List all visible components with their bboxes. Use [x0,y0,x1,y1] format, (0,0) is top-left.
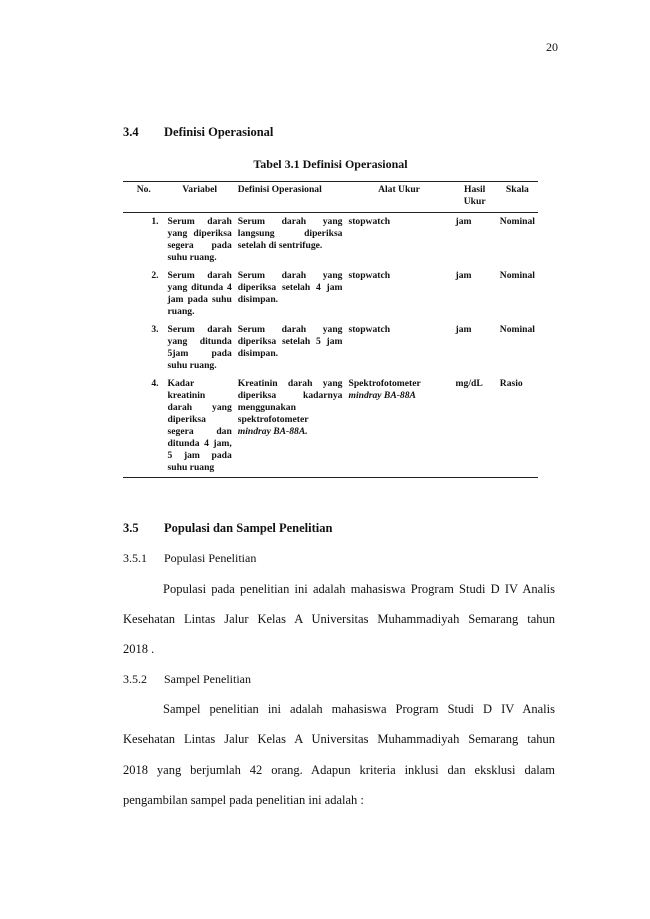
cell-hasil-ukur: jam [455,324,472,335]
header-alat-ukur: Alat Ukur [345,182,452,213]
subsection-number: 3.5.1 [123,551,147,565]
header-definisi: Definisi Operasional [235,182,346,213]
cell-skala: Nominal [499,216,535,227]
definisi-text: Kreatinin darah yang diperiksa kadarnya menggunakan spektrofotometer [237,378,343,425]
paragraph-line: 2018 . [123,642,155,656]
cell-alat-ukur [345,375,452,478]
alat-model: mindray BA-88A [348,390,416,401]
section-title: Definisi Operasional [164,125,274,139]
cell-alat-ukur: stopwatch [348,216,391,227]
cell-variabel: Kadar kreatinin darah yang diperiksa segera dan ditunda 4 jam, 5 jam pada suhu ruang [165,375,235,478]
section-number: 3.4 [123,125,139,139]
table-row [123,213,538,268]
header-hasil-ukur: Hasil Ukur [453,182,497,213]
cell-alat-ukur: stopwatch [348,270,391,281]
cell-variabel: Serum darah yang diperiksa segera pada suhu ruang. [167,216,232,263]
cell-skala: Rasio [497,375,538,478]
paragraph-line: Populasi pada penelitian ini adalah mahasiswa Program Studi D IV Analis [163,582,555,596]
paragraph-line: pengambilan sampel pada penelitian ini adalah : [123,793,364,807]
paragraph-line: Sampel penelitian ini adalah mahasiswa Program Studi D IV Analis [163,702,555,716]
cell-definisi: Serum darah yang diperiksa setelah 5 jam disimpan. [237,324,343,359]
cell-variabel: Serum darah yang ditunda 5jam pada suhu ruang. [167,324,232,371]
paragraph-line: Kesehatan Lintas Jalur Kelas A Universitas Muhammadiyah Semarang tahun [123,612,555,626]
cell-definisi: Serum darah yang diperiksa setelah 4 jam disimpan. [237,270,343,305]
section-heading-3-5 [123,521,332,536]
cell-hasil-ukur: jam [455,270,472,281]
subsection-heading-3-5-1 [123,551,256,566]
cell-no: 2. [151,270,159,281]
paragraph-line: Kesehatan Lintas Jalur Kelas A Universitas Muhammadiyah Semarang tahun [123,732,555,746]
header-skala: Skala [497,182,538,213]
cell-no: 3. [151,324,159,335]
cell-no: 4. [123,375,165,478]
subsection-title: Populasi Penelitian [164,551,257,565]
definition-table [123,181,538,478]
cell-alat-ukur: stopwatch [348,324,391,335]
cell-no: 1. [151,216,159,227]
page-number: 20 [546,40,558,54]
alat-name: Spektrofotometer [348,378,421,389]
cell-definisi [235,375,346,478]
paragraph-line: 2018 yang berjumlah 42 orang. Adapun kriteria inklusi dan eksklusi dalam [123,763,555,777]
cell-variabel: Serum darah yang ditunda 4 jam pada suhu ruang. [167,270,232,317]
cell-skala: Nominal [499,324,535,335]
section-number: 3.5 [123,521,139,535]
table-row [123,321,538,375]
table-header-row [123,182,538,213]
subsection-heading-3-5-2 [123,672,251,687]
subsection-title: Sampel Penelitian [164,672,251,686]
cell-hasil-ukur: mg/dL [453,375,497,478]
cell-hasil-ukur: jam [455,216,472,227]
section-title: Populasi dan Sampel Penelitian [164,521,333,535]
table-caption: Tabel 3.1 Definisi Operasional [253,157,408,171]
subsection-number: 3.5.2 [123,672,147,686]
cell-skala: Nominal [499,270,535,281]
cell-definisi: Serum darah yang langsung diperiksa setelah di sentrifuge. [237,216,343,251]
table-row [123,267,538,321]
table-row [123,375,538,478]
section-heading-3-4 [123,125,273,140]
definisi-instrument: mindray BA-88A. [237,426,308,437]
header-variabel: Variabel [165,182,235,213]
header-no: No. [123,182,165,213]
